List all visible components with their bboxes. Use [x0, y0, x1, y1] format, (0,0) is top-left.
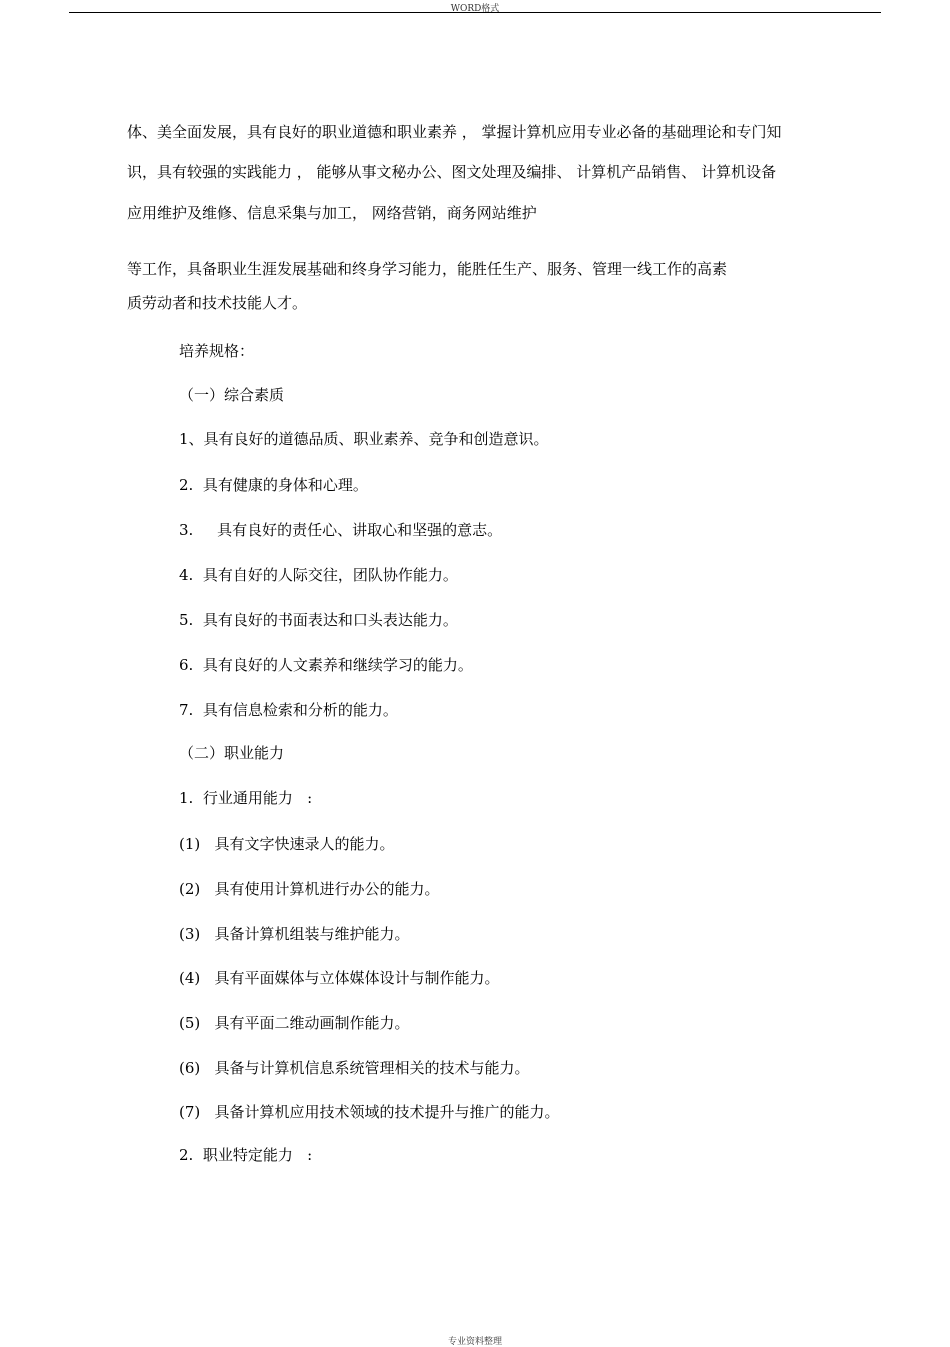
header-rule	[69, 12, 881, 13]
page-header: WORD格式	[450, 4, 500, 14]
subsection-title: 2. 职业特定能力 :	[179, 1146, 313, 1164]
section-title: （二）职业能力	[179, 744, 285, 762]
paragraph-line: 等工作，具备职业生涯发展基础和终身学习能力，能胜任生产、服务、管理一线工作的高素	[127, 260, 728, 278]
list-item: 4. 具有自好的人际交往，团队协作能力。	[179, 566, 458, 584]
paragraph-line: 应用维护及维修、信息采集与加工， 网络营销，商务网站维护	[127, 204, 537, 222]
list-item: 2. 具有健康的身体和心理。	[179, 476, 368, 494]
subsection-title: 1. 行业通用能力 :	[179, 789, 313, 807]
paragraph-line: 识，具有较强的实践能力 ， 能够从事文秘办公、图文处理及编排、 计算机产品销售、 计算机设备	[127, 163, 777, 181]
list-item: 6. 具有良好的人文素养和继续学习的能力。	[179, 656, 473, 674]
list-item: (4) 具有平面媒体与立体媒体设计与制作能力。	[179, 969, 500, 987]
list-item: (5) 具有平面二维动画制作能力。	[179, 1014, 410, 1032]
list-item: 3. 具有良好的责任心、讲取心和坚强的意志。	[179, 521, 503, 539]
paragraph-line: 体、美全面发展，具有良好的职业道德和职业素养 ， 掌握计算机应用专业必备的基础理论和专门知	[127, 123, 782, 141]
list-item: (6) 具备与计算机信息系统管理相关的技术与能力。	[179, 1059, 530, 1077]
list-item: 5. 具有良好的书面表达和口头表达能力。	[179, 611, 458, 629]
list-item: (3) 具备计算机组装与维护能力。	[179, 925, 410, 943]
section-title: （一）综合素质	[179, 386, 285, 404]
list-item: (1) 具有文字快速录人的能力。	[179, 835, 395, 853]
paragraph-line: 质劳动者和技术技能人才。	[127, 294, 308, 312]
list-item: (7) 具备计算机应用技术领域的技术提升与推广的能力。	[179, 1103, 560, 1121]
list-item: 7. 具有信息检索和分析的能力。	[179, 701, 398, 719]
list-item: (2) 具有使用计算机进行办公的能力。	[179, 880, 440, 898]
page-footer: 专业资料整理	[447, 1337, 502, 1347]
spec-heading: 培养规格：	[179, 342, 255, 360]
list-item: 1、具有良好的道德品质、职业素养、竞争和创造意识。	[179, 430, 549, 448]
